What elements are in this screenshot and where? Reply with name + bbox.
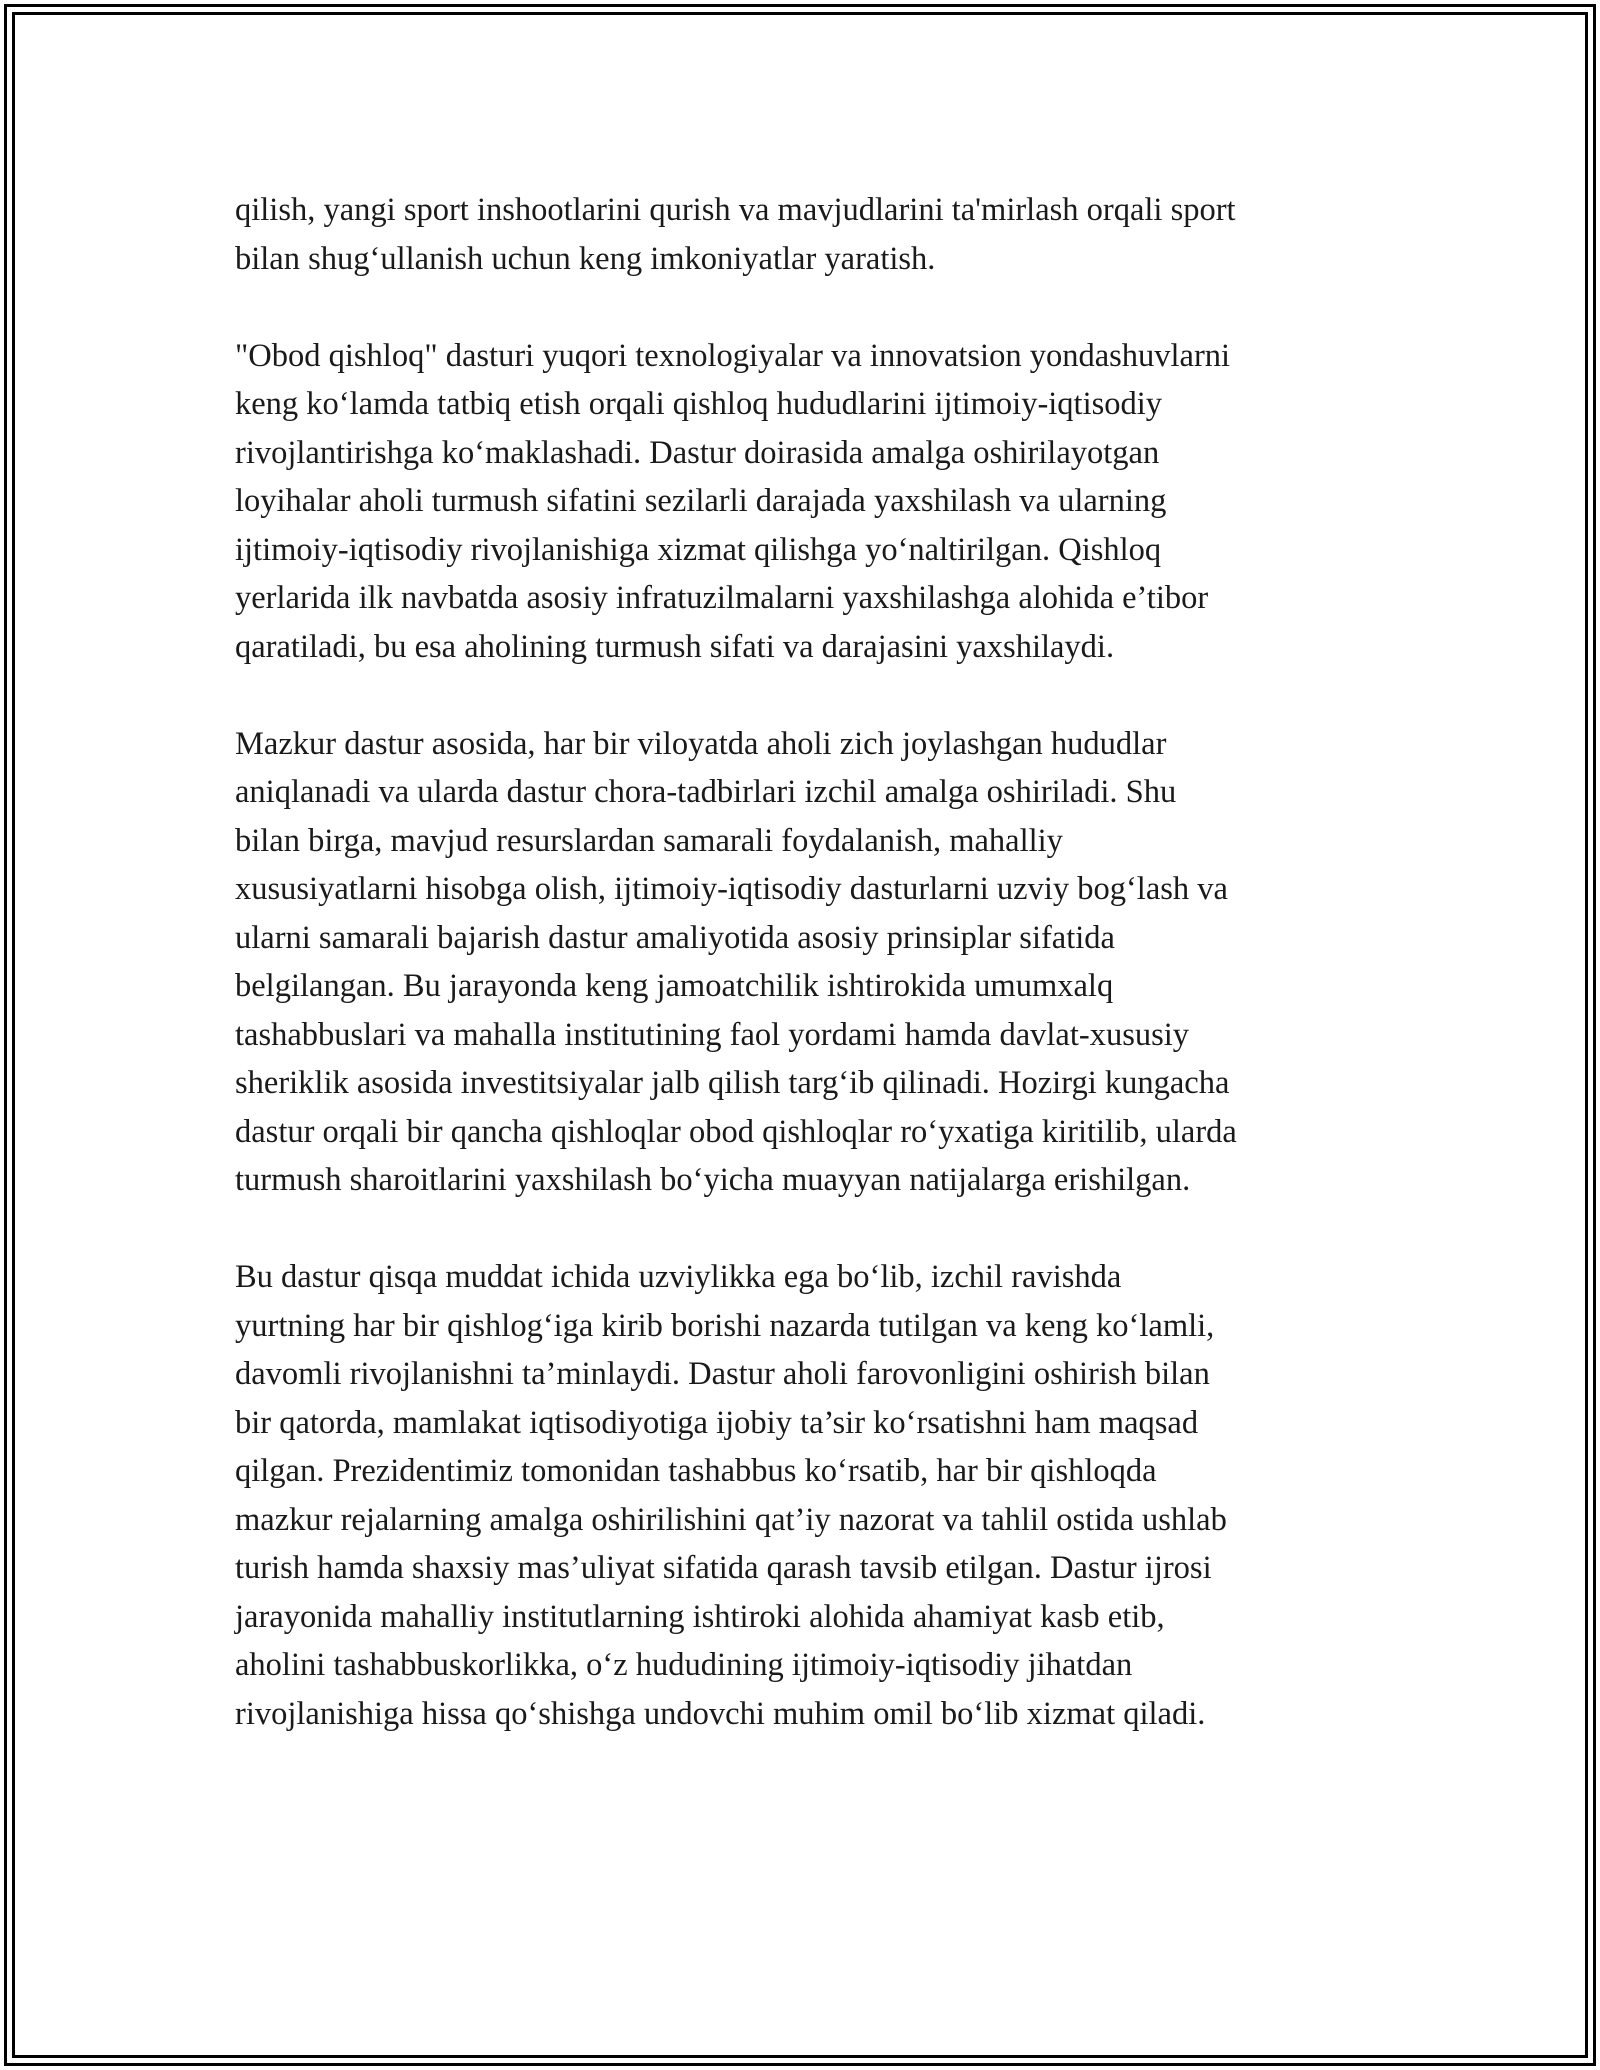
text-line: Bu dastur qisqa muddat ichida uzviylikka ega bo‘lib, izchil ravishda xyxy=(235,1259,1122,1295)
text-line: keng ko‘lamda tatbiq etish orqali qishloq hududlarini ijtimoiy-iqtisodiy xyxy=(235,386,1163,422)
text-line: aholini tashabbuskorlikka, o‘z hududining ijtimoiy-iqtisodiy jihatdan xyxy=(235,1647,1133,1683)
document-body xyxy=(235,186,1375,1787)
text-line: yurtning har bir qishlog‘iga kirib borishi nazarda tutilgan va keng ko‘lamli, xyxy=(235,1307,1215,1344)
text-line: mazkur rejalarning amalga oshirilishini qat’iy nazorat va tahlil ostida ushlab xyxy=(235,1501,1227,1538)
text-line: belgilangan. Bu jarayonda keng jamoatchilik ishtirokida umumxalq xyxy=(235,968,1114,1004)
text-line: ularni samarali bajarish dastur amaliyotida asosiy prinsiplar sifatida xyxy=(235,919,1115,956)
text-line: sheriklik asosida investitsiyalar jalb qilish targ‘ib qilinadi. Hozirgi kungacha xyxy=(235,1065,1230,1101)
text-line: yerlarida ilk navbatda asosiy infratuzilmalarni yaxshilashga alohida e’tibor xyxy=(235,580,1209,616)
text-line: dastur orqali bir qancha qishloqlar obod qishloqlar ro‘yxatiga kiritilib, ularda xyxy=(235,1113,1237,1150)
text-line: bir qatorda, mamlakat iqtisodiyotiga ijobiy ta’sir ko‘rsatishni ham maqsad xyxy=(235,1404,1199,1441)
text-line: turmush sharoitlarini yaxshilash bo‘yicha muayyan natijalarga erishilgan. xyxy=(235,1162,1191,1198)
text-line: qilish, yangi sport inshootlarini qurish va mavjudlarini ta'mirlash orqali sport xyxy=(235,192,1236,228)
paragraph-3 xyxy=(235,720,1375,1205)
text-line: bilan shug‘ullanish uchun keng imkoniyatlar yaratish. xyxy=(235,240,936,277)
text-line: tashabbuslari va mahalla institutining faol yordami hamda davlat-xususiy xyxy=(235,1016,1190,1053)
text-line: Mazkur dastur asosida, har bir viloyatda aholi zich joylashgan hududlar xyxy=(235,725,1167,762)
text-line: xususiyatlarni hisobga olish, ijtimoiy-iqtisodiy dasturlarni uzviy bog‘lash va xyxy=(235,871,1228,907)
text-line: aniqlanadi va ularda dastur chora-tadbirlari izchil amalga oshiriladi. Shu xyxy=(235,774,1177,810)
paragraph-2 xyxy=(235,332,1375,672)
text-line: bilan birga, mavjud resurslardan samarali foydalanish, mahalliy xyxy=(235,822,1063,859)
paragraph-4 xyxy=(235,1253,1375,1738)
paragraph-1 xyxy=(235,186,1375,283)
text-line: "Obod qishloq" dasturi yuqori texnologiyalar va innovatsion yondashuvlarni xyxy=(235,337,1231,374)
text-line: turish hamda shaxsiy mas’uliyat sifatida qarash tavsib etilgan. Dastur ijrosi xyxy=(235,1550,1212,1586)
text-line: rivojlantirishga ko‘maklashadi. Dastur doirasida amalga oshirilayotgan xyxy=(235,434,1160,471)
text-line: jarayonida mahalliy institutlarning ishtiroki alohida ahamiyat kasb etib, xyxy=(235,1598,1165,1635)
text-line: qilgan. Prezidentimiz tomonidan tashabbus ko‘rsatib, har bir qishloqda xyxy=(235,1453,1157,1489)
text-line: davomli rivojlanishni ta’minlaydi. Dastur aholi farovonligini oshirish bilan xyxy=(235,1356,1210,1392)
text-line: qaratiladi, bu esa aholining turmush sifati va darajasini yaxshilaydi. xyxy=(235,628,1115,665)
text-line: loyihalar aholi turmush sifatini sezilarli darajada yaxshilash va ularning xyxy=(235,483,1167,519)
text-line: ijtimoiy-iqtisodiy rivojlanishiga xizmat qilishga yo‘naltirilgan. Qishloq xyxy=(235,531,1162,568)
text-line: rivojlanishiga hissa qo‘shishga undovchi muhim omil bo‘lib xizmat qiladi. xyxy=(235,1695,1206,1732)
